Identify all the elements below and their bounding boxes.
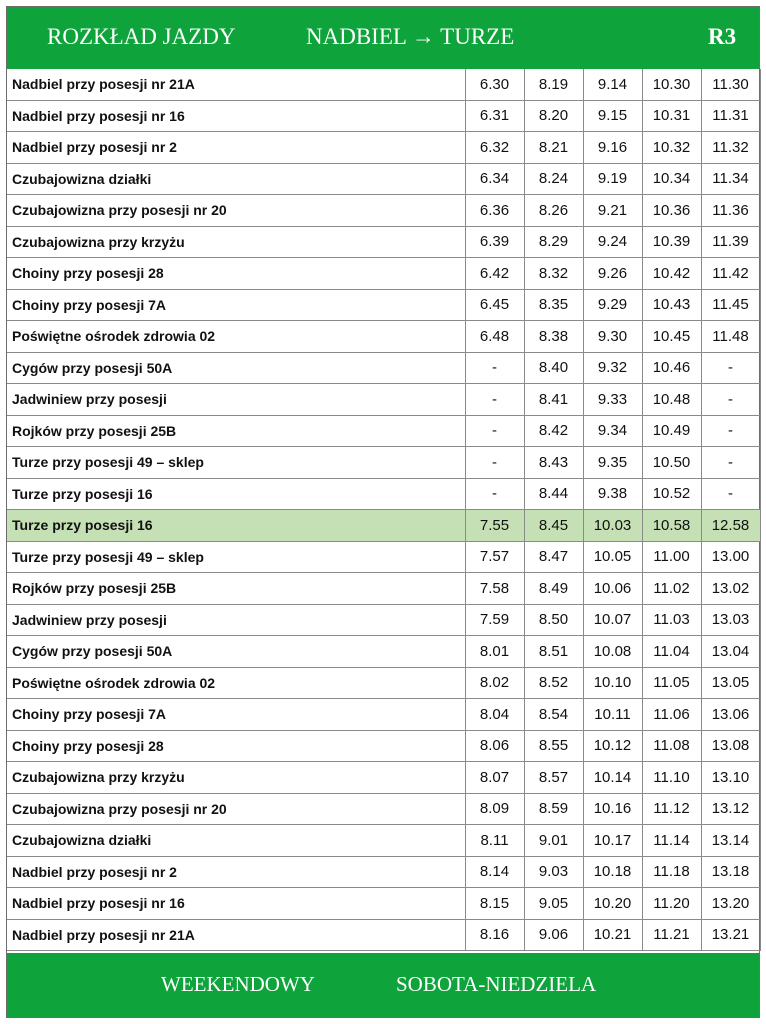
departure-time: 11.08 [642,730,701,762]
departure-time: 13.06 [701,699,760,731]
departure-time: 6.32 [465,132,524,164]
departure-time: 13.04 [701,636,760,668]
table-row [7,667,760,699]
departure-time: 8.29 [524,226,583,258]
stop-name: Jadwiniew przy posesji [7,384,465,416]
schedule-table [7,69,761,951]
stop-name: Turze przy posesji 49 – sklep [7,447,465,479]
stop-name: Rojków przy posesji 25B [7,415,465,447]
departure-time: - [701,415,760,447]
stop-name: Choiny przy posesji 7A [7,699,465,731]
departure-time: 9.05 [524,888,583,920]
stop-name: Jadwiniew przy posesji [7,604,465,636]
departure-time: 13.05 [701,667,760,699]
departure-time: - [465,447,524,479]
service-days: SOBOTA-NIEDZIELA [396,972,597,996]
departure-time: 13.08 [701,730,760,762]
departure-time: 8.40 [524,352,583,384]
departure-time: 8.50 [524,604,583,636]
departure-time: 10.30 [642,69,701,100]
departure-time: 10.07 [583,604,642,636]
departure-time: 10.31 [642,100,701,132]
table-row [7,69,760,100]
table-row [7,856,760,888]
departure-time: 11.00 [642,541,701,573]
departure-time: 7.57 [465,541,524,573]
departure-time: 6.42 [465,258,524,290]
service-type: WEEKENDOWY [161,972,315,996]
departure-time: 10.42 [642,258,701,290]
stop-name: Nadbiel przy posesji nr 16 [7,100,465,132]
stop-name: Czubajowizna działki [7,825,465,857]
route-label: NADBIEL → TURZE [306,24,515,49]
stop-name: Poświętne ośrodek zdrowia 02 [7,321,465,353]
departure-time: 8.38 [524,321,583,353]
departure-time: 6.31 [465,100,524,132]
departure-time: 8.52 [524,667,583,699]
departure-time: 13.14 [701,825,760,857]
departure-time: 10.18 [583,856,642,888]
departure-time: 8.47 [524,541,583,573]
stop-name: Nadbiel przy posesji nr 21A [7,69,465,100]
timetable-footer [7,953,759,1017]
departure-time: 6.48 [465,321,524,353]
departure-time: 11.02 [642,573,701,605]
table-row [7,604,760,636]
departure-time: 8.16 [465,919,524,951]
departure-time: 11.30 [701,69,760,100]
table-row [7,321,760,353]
table-row [7,258,760,290]
departure-time: 6.30 [465,69,524,100]
departure-time: 9.34 [583,415,642,447]
departure-time: 11.05 [642,667,701,699]
stop-name: Czubajowizna przy posesji nr 20 [7,195,465,227]
departure-time: 8.57 [524,762,583,794]
departure-time: 8.43 [524,447,583,479]
departure-time: 8.04 [465,699,524,731]
stop-name: Choiny przy posesji 7A [7,289,465,321]
departure-time: 9.33 [583,384,642,416]
stop-name: Turze przy posesji 49 – sklep [7,541,465,573]
departure-time: 10.03 [583,510,642,542]
departure-time: 8.59 [524,793,583,825]
departure-time: 9.26 [583,258,642,290]
departure-time: 10.14 [583,762,642,794]
departure-time: 11.31 [701,100,760,132]
departure-time: 8.26 [524,195,583,227]
departure-time: - [465,384,524,416]
table-row [7,226,760,258]
table-row [7,415,760,447]
departure-time: 13.03 [701,604,760,636]
departure-time: - [701,352,760,384]
departure-time: 9.01 [524,825,583,857]
stop-name: Rojków przy posesji 25B [7,573,465,605]
departure-time: 11.03 [642,604,701,636]
departure-time: 11.06 [642,699,701,731]
stop-name: Choiny przy posesji 28 [7,730,465,762]
departure-time: 8.49 [524,573,583,605]
departure-time: 13.21 [701,919,760,951]
departure-time: 9.35 [583,447,642,479]
stop-name: Turze przy posesji 16 [7,510,465,542]
departure-time: 10.43 [642,289,701,321]
stop-name: Cygów przy posesji 50A [7,352,465,384]
departure-time: 6.34 [465,163,524,195]
departure-time: 9.03 [524,856,583,888]
departure-time: 9.14 [583,69,642,100]
table-row [7,352,760,384]
departure-time: 11.34 [701,163,760,195]
departure-time: 9.30 [583,321,642,353]
departure-time: 8.55 [524,730,583,762]
table-row [7,100,760,132]
table-row [7,510,760,542]
departure-time: 8.15 [465,888,524,920]
departure-time: 8.09 [465,793,524,825]
departure-time: 13.10 [701,762,760,794]
schedule-body [7,69,760,951]
departure-time: 8.11 [465,825,524,857]
departure-time: 10.58 [642,510,701,542]
departure-time: 9.21 [583,195,642,227]
stop-name: Poświętne ośrodek zdrowia 02 [7,667,465,699]
departure-time: 8.01 [465,636,524,668]
stop-name: Czubajowizna działki [7,163,465,195]
table-row [7,195,760,227]
departure-time: - [465,352,524,384]
departure-time: 10.08 [583,636,642,668]
table-row [7,478,760,510]
table-row [7,132,760,164]
departure-time: 8.19 [524,69,583,100]
departure-time: 7.58 [465,573,524,605]
departure-time: 13.20 [701,888,760,920]
departure-time: - [701,478,760,510]
departure-time: 11.32 [701,132,760,164]
departure-time: 9.32 [583,352,642,384]
departure-time: 11.14 [642,825,701,857]
departure-time: 8.54 [524,699,583,731]
stop-name: Czubajowizna przy posesji nr 20 [7,793,465,825]
departure-time: 7.55 [465,510,524,542]
departure-time: 8.07 [465,762,524,794]
departure-time: - [701,447,760,479]
departure-time: - [701,384,760,416]
departure-time: 10.32 [642,132,701,164]
table-row [7,541,760,573]
departure-time: 8.14 [465,856,524,888]
departure-time: 10.12 [583,730,642,762]
stop-name: Turze przy posesji 16 [7,478,465,510]
departure-time: 8.21 [524,132,583,164]
table-row [7,636,760,668]
line-number: R3 [708,24,737,49]
departure-time: 10.36 [642,195,701,227]
table-row [7,447,760,479]
stop-name: Nadbiel przy posesji nr 16 [7,888,465,920]
departure-time: 8.32 [524,258,583,290]
departure-time: 8.51 [524,636,583,668]
departure-time: 13.00 [701,541,760,573]
departure-time: 8.42 [524,415,583,447]
departure-time: - [465,415,524,447]
table-row [7,699,760,731]
departure-time: 10.16 [583,793,642,825]
departure-time: 10.10 [583,667,642,699]
departure-time: 9.29 [583,289,642,321]
table-row [7,762,760,794]
departure-time: 8.44 [524,478,583,510]
departure-time: 10.20 [583,888,642,920]
departure-time: 10.50 [642,447,701,479]
table-row [7,384,760,416]
departure-time: 10.52 [642,478,701,510]
table-row [7,793,760,825]
stop-name: Czubajowizna przy krzyżu [7,762,465,794]
departure-time: 11.18 [642,856,701,888]
stop-name: Nadbiel przy posesji nr 2 [7,856,465,888]
departure-time: 11.48 [701,321,760,353]
departure-time: 9.19 [583,163,642,195]
departure-time: 8.45 [524,510,583,542]
departure-time: 10.49 [642,415,701,447]
table-row [7,888,760,920]
departure-time: 12.58 [701,510,760,542]
table-row [7,730,760,762]
departure-time: 11.42 [701,258,760,290]
departure-time: 9.16 [583,132,642,164]
departure-time: 11.10 [642,762,701,794]
stop-name: Choiny przy posesji 28 [7,258,465,290]
departure-time: 10.06 [583,573,642,605]
departure-time: 9.06 [524,919,583,951]
departure-time: 8.20 [524,100,583,132]
departure-time: 10.48 [642,384,701,416]
departure-time: 13.12 [701,793,760,825]
table-row [7,163,760,195]
departure-time: 9.15 [583,100,642,132]
departure-time: 8.41 [524,384,583,416]
departure-time: 10.21 [583,919,642,951]
departure-time: 11.45 [701,289,760,321]
stop-name: Nadbiel przy posesji nr 2 [7,132,465,164]
timetable-header [7,7,759,69]
departure-time: 8.35 [524,289,583,321]
departure-time: 10.45 [642,321,701,353]
departure-time: 9.24 [583,226,642,258]
departure-time: 7.59 [465,604,524,636]
departure-time: - [465,478,524,510]
departure-time: 11.20 [642,888,701,920]
table-row [7,289,760,321]
timetable [6,6,760,1018]
stop-name: Nadbiel przy posesji nr 21A [7,919,465,951]
departure-time: 10.46 [642,352,701,384]
departure-time: 13.02 [701,573,760,605]
departure-time: 8.06 [465,730,524,762]
departure-time: 10.05 [583,541,642,573]
departure-time: 13.18 [701,856,760,888]
departure-time: 10.11 [583,699,642,731]
departure-time: 11.36 [701,195,760,227]
stop-name: Czubajowizna przy krzyżu [7,226,465,258]
timetable-title: ROZKŁAD JAZDY [47,24,236,49]
table-row [7,919,760,951]
departure-time: 6.39 [465,226,524,258]
departure-time: 8.02 [465,667,524,699]
departure-time: 11.21 [642,919,701,951]
departure-time: 6.36 [465,195,524,227]
departure-time: 11.39 [701,226,760,258]
departure-time: 10.39 [642,226,701,258]
departure-time: 9.38 [583,478,642,510]
departure-time: 10.17 [583,825,642,857]
departure-time: 11.12 [642,793,701,825]
departure-time: 10.34 [642,163,701,195]
table-row [7,825,760,857]
table-row [7,573,760,605]
departure-time: 11.04 [642,636,701,668]
departure-time: 8.24 [524,163,583,195]
departure-time: 6.45 [465,289,524,321]
stop-name: Cygów przy posesji 50A [7,636,465,668]
